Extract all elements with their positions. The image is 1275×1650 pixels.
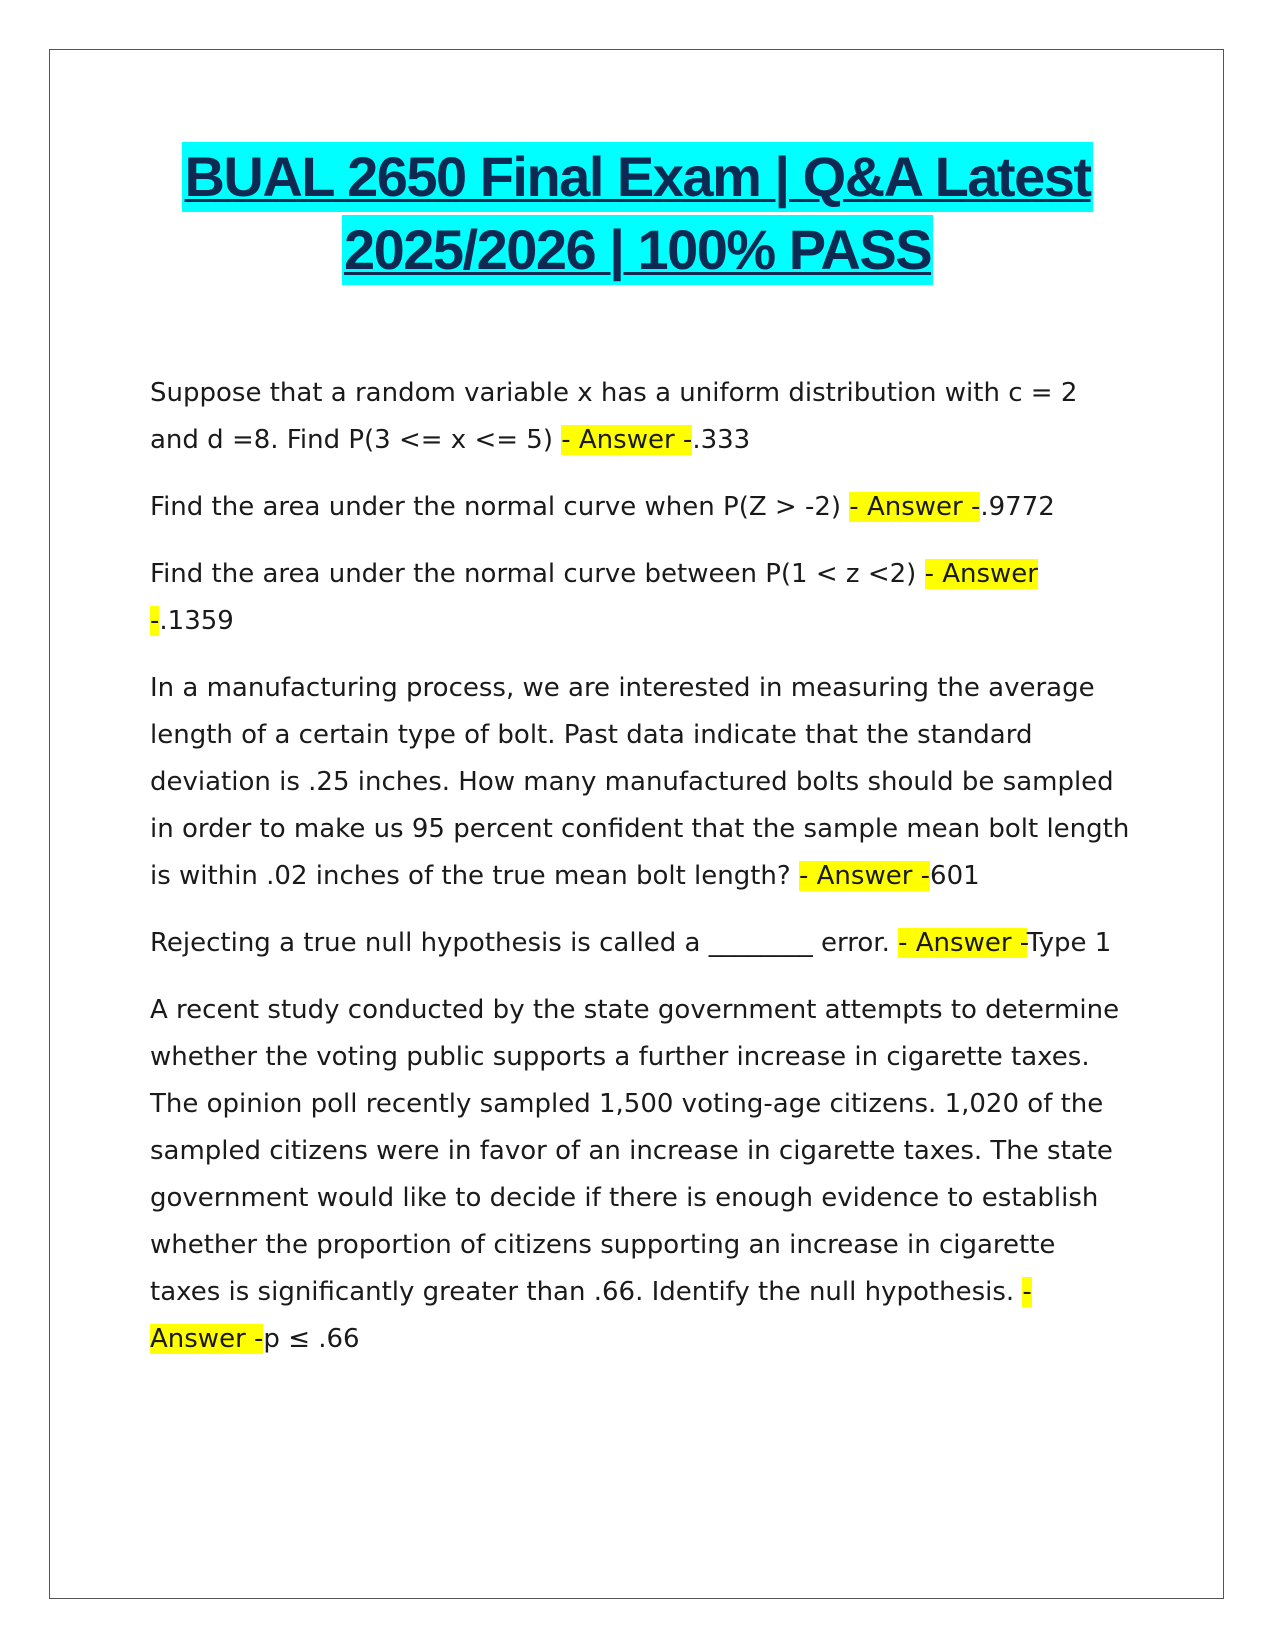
qa-item-3	[150, 551, 1130, 645]
question-text: A recent study conducted by the state government attempts to determine whether the voting public supports a further increase in cigarette taxes. The opinion poll recently sampled 1,500 voting-age citizens. 1,020 of the sampled citizens were in favor of an increase in cigarette taxes. The state government would like to decide if there is enough evidence to establish whether the proportion of citizens supporting an increase in cigarette taxes is significantly greater than .66. Identify the null hypothesis.	[150, 995, 1120, 1307]
answer-text: Type 1	[1026, 928, 1112, 958]
qa-item-6	[150, 987, 1130, 1363]
qa-list	[150, 370, 1130, 1383]
question-text: In a manufacturing process, we are interested in measuring the average length of a certain type of bolt. Past data indicate that the standard deviation is .25 inches. How many manufactured bolts should be sampled in order to make us 95 percent confident that the sample mean bolt length is within .02 inches of the true mean bolt length?	[150, 673, 1130, 891]
answer-marker: - Answer -	[150, 559, 1038, 636]
answer-text: p ≤ .66	[263, 1324, 360, 1354]
qa-item-4	[150, 665, 1130, 900]
answer-marker: - Answer -	[849, 492, 981, 522]
answer-text: .9772	[980, 492, 1055, 522]
answer-text: .333	[692, 425, 751, 455]
answer-marker: - Answer -	[898, 928, 1027, 958]
answer-marker: - Answer -	[561, 425, 693, 455]
qa-item-5	[150, 920, 1130, 967]
document-title	[100, 142, 1175, 288]
qa-item-1	[150, 370, 1130, 464]
answer-marker: - Answer -	[150, 1277, 1032, 1354]
qa-item-2	[150, 484, 1130, 531]
title-line-2: 2025/2026 | 100% PASS	[342, 215, 933, 285]
title-line-1: BUAL 2650 Final Exam | Q&A Latest	[182, 142, 1092, 212]
answer-marker: - Answer -	[798, 861, 931, 891]
answer-text: 601	[930, 861, 980, 891]
question-text: Rejecting a true null hypothesis is called a ________ error.	[150, 928, 899, 958]
question-text: Find the area under the normal curve when P(Z > -2)	[150, 492, 850, 522]
answer-text: .1359	[159, 606, 234, 636]
question-text: Suppose that a random variable x has a uniform distribution with c = 2 and d =8. Find P(3 <= x <= 5)	[150, 378, 1078, 455]
question-text: Find the area under the normal curve between P(1 < z <2)	[150, 559, 925, 589]
